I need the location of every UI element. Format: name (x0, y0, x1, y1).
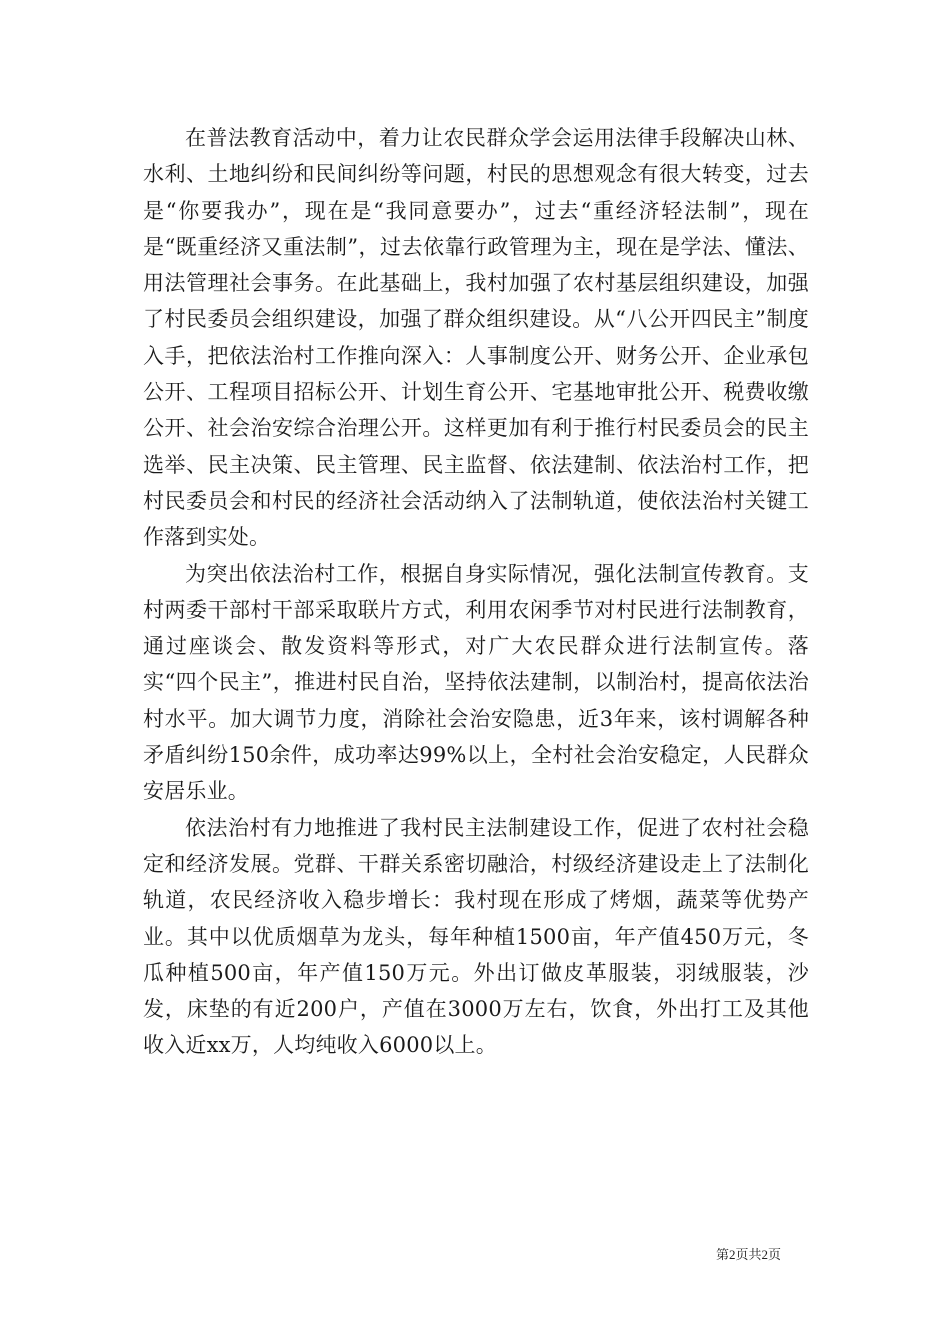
document-body (143, 120, 809, 1064)
paragraph-3: 依法治村有力地推进了我村民主法制建设工作，促进了农村社会稳定和经济发展。党群、干群关系密切融洽，村级经济建设走上了法制化轨道，农民经济收入稳步增长：我村现在形成了烤烟，蔬菜等优势产业。其中以优质烟草为龙头，每年种植1500亩，年产值450万元，冬瓜种植500亩，年产值150万元。外出订做皮革服装，羽绒服装，沙发，床垫的有近200户，产值在3000万左右，饮食，外出打工及其他收入近xx万，人均纯收入6000以上。 (143, 815, 809, 1058)
paragraph-1: 在普法教育活动中，着力让农民群众学会运用法律手段解决山林、水利、土地纠纷和民间纠纷等问题，村民的思想观念有很大转变，过去是“你要我办”，现在是“我同意要办”，过去“重经济轻法制”，现在是“既重经济又重法制”，过去依靠行政管理为主，现在是学法、懂法、用法管理社会事务。在此基础上，我村加强了农村基层组织建设，加强了村民委员会组织建设，加强了群众组织建设。从“八公开四民主”制度入手，把依法治村工作推向深入：人事制度公开、财务公开、企业承包公开、工程项目招标公开、计划生育公开、宅基地审批公开、税费收缴公开、社会治安综合治理公开。这样更加有利于推行村民委员会的民主选举、民主决策、民主管理、民主监督、依法建制、依法治村工作，把村民委员会和村民的经济社会活动纳入了法制轨道，使依法治村关键工作落到实处。 (143, 126, 809, 550)
paragraph-2: 为突出依法治村工作，根据自身实际情况，强化法制宣传教育。支村两委干部村干部采取联片方式，利用农闲季节对村民进行法制教育，通过座谈会、散发资料等形式，对广大农民群众进行法制宣传。落实“四个民主”，推进村民自治，坚持依法建制，以制治村，提高依法治村水平。加大调节力度，消除社会治安隐患，近3年来，该村调解各种矛盾纠纷150余件，成功率达99%以上，全村社会治安稳定，人民群众安居乐业。 (143, 561, 809, 804)
page-number-footer: 第2页共2页 (716, 1247, 782, 1262)
